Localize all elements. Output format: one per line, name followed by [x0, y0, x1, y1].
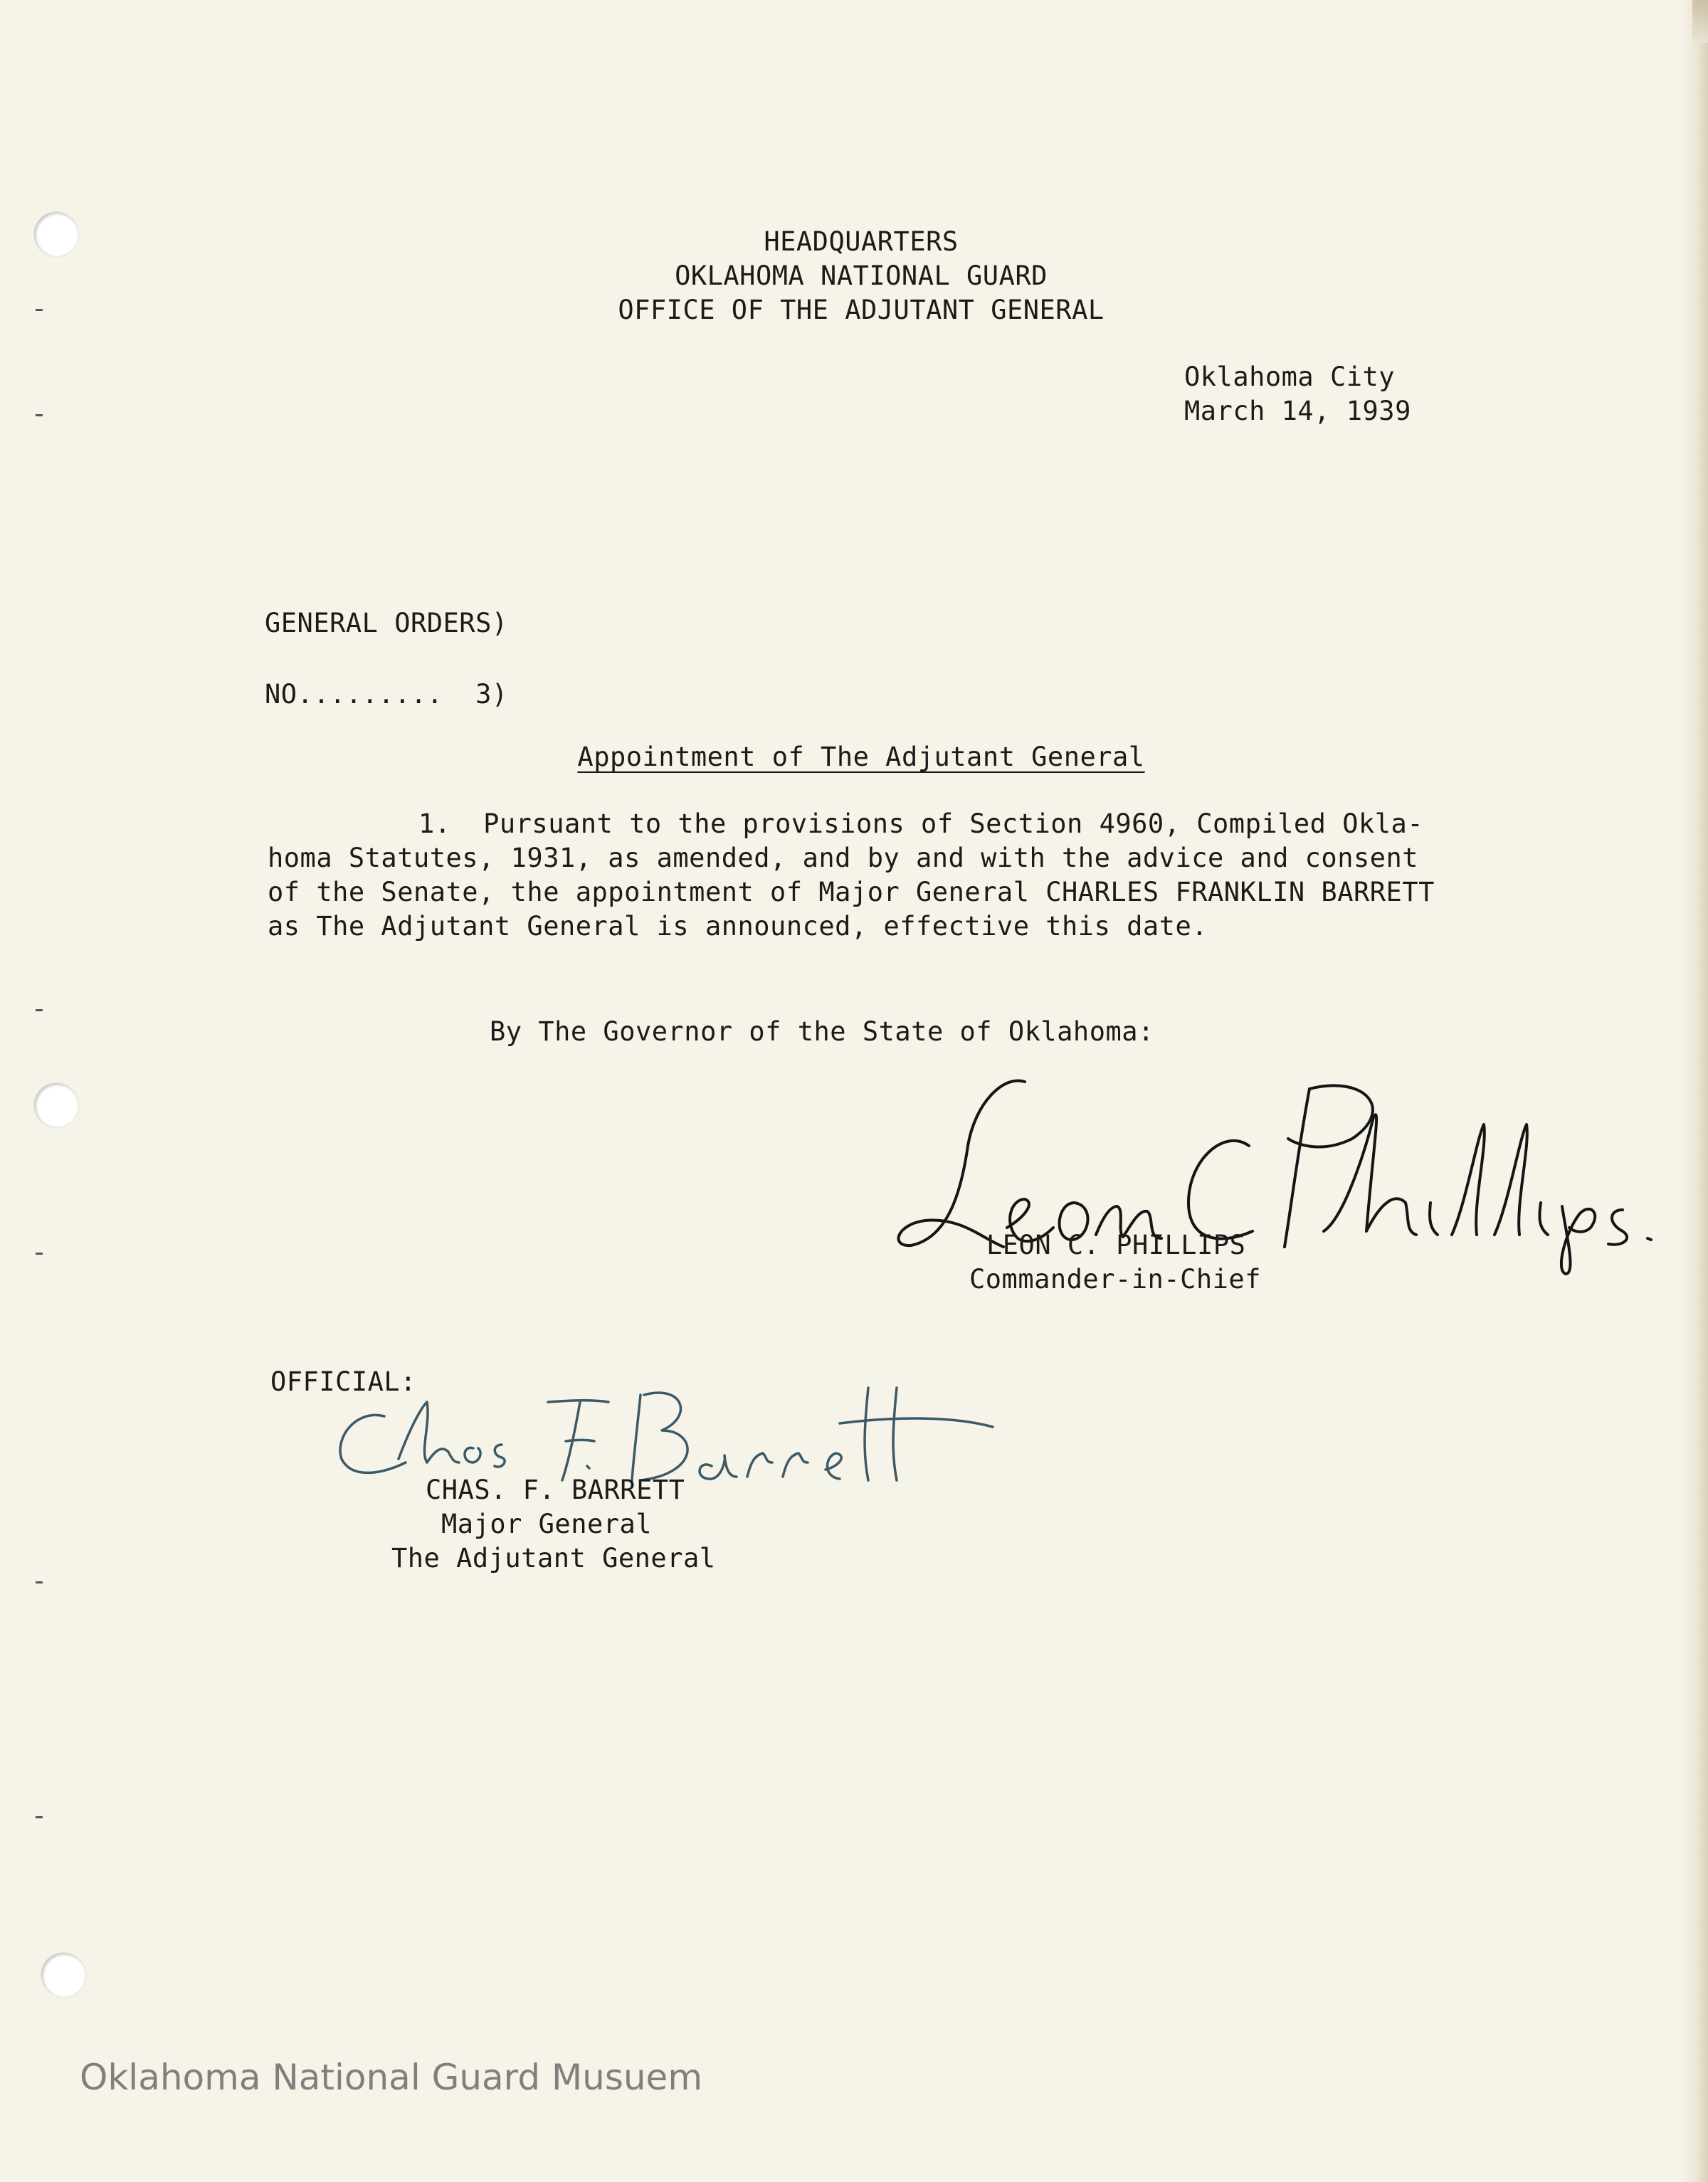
adjutant-title: The Adjutant General — [391, 1543, 716, 1574]
margin-mark — [36, 1009, 43, 1011]
punch-hole-middle — [34, 1083, 78, 1127]
margin-mark — [36, 1816, 43, 1818]
official-label: OFFICIAL: — [270, 1366, 416, 1397]
order-number: NO......... 3) — [265, 679, 508, 710]
authority-line: By The Governor of the State of Oklahoma: — [490, 1016, 1154, 1047]
punch-hole-top — [34, 212, 78, 256]
header-headquarters: HEADQUARTERS — [764, 226, 959, 257]
margin-mark — [36, 1253, 43, 1255]
adjutant-name: CHAS. F. BARRETT — [426, 1475, 685, 1505]
subject-heading: Appointment of The Adjutant General — [577, 742, 1145, 772]
body-line: homa Statutes, 1931, as amended, and by and with the advice and consent — [268, 843, 1419, 873]
museum-watermark: Oklahoma National Guard Musuem — [80, 2057, 703, 2098]
page-corner — [1692, 0, 1708, 43]
header-office: OFFICE OF THE ADJUTANT GENERAL — [618, 295, 1105, 325]
margin-mark — [36, 414, 43, 416]
margin-mark — [36, 309, 43, 311]
page-edge-shadow — [1681, 0, 1708, 2182]
margin-mark — [36, 1581, 43, 1583]
header-organization: OKLAHOMA NATIONAL GUARD — [675, 260, 1048, 291]
governor-name: LEON C. PHILLIPS — [986, 1230, 1246, 1260]
adjutant-rank: Major General — [441, 1509, 653, 1539]
document-date: March 14, 1939 — [1184, 396, 1411, 426]
general-orders-label: GENERAL ORDERS) — [265, 608, 508, 638]
body-line: of the Senate, the appointment of Major General CHARLES FRANKLIN BARRETT — [268, 877, 1435, 907]
place-city: Oklahoma City — [1184, 362, 1396, 392]
punch-hole-bottom — [41, 1953, 85, 1997]
body-line: 1. Pursuant to the provisions of Section 4960, Compiled Okla- — [418, 808, 1424, 839]
body-line: as The Adjutant General is announced, effective this date. — [268, 911, 1208, 942]
governor-title: Commander-in-Chief — [969, 1264, 1261, 1295]
